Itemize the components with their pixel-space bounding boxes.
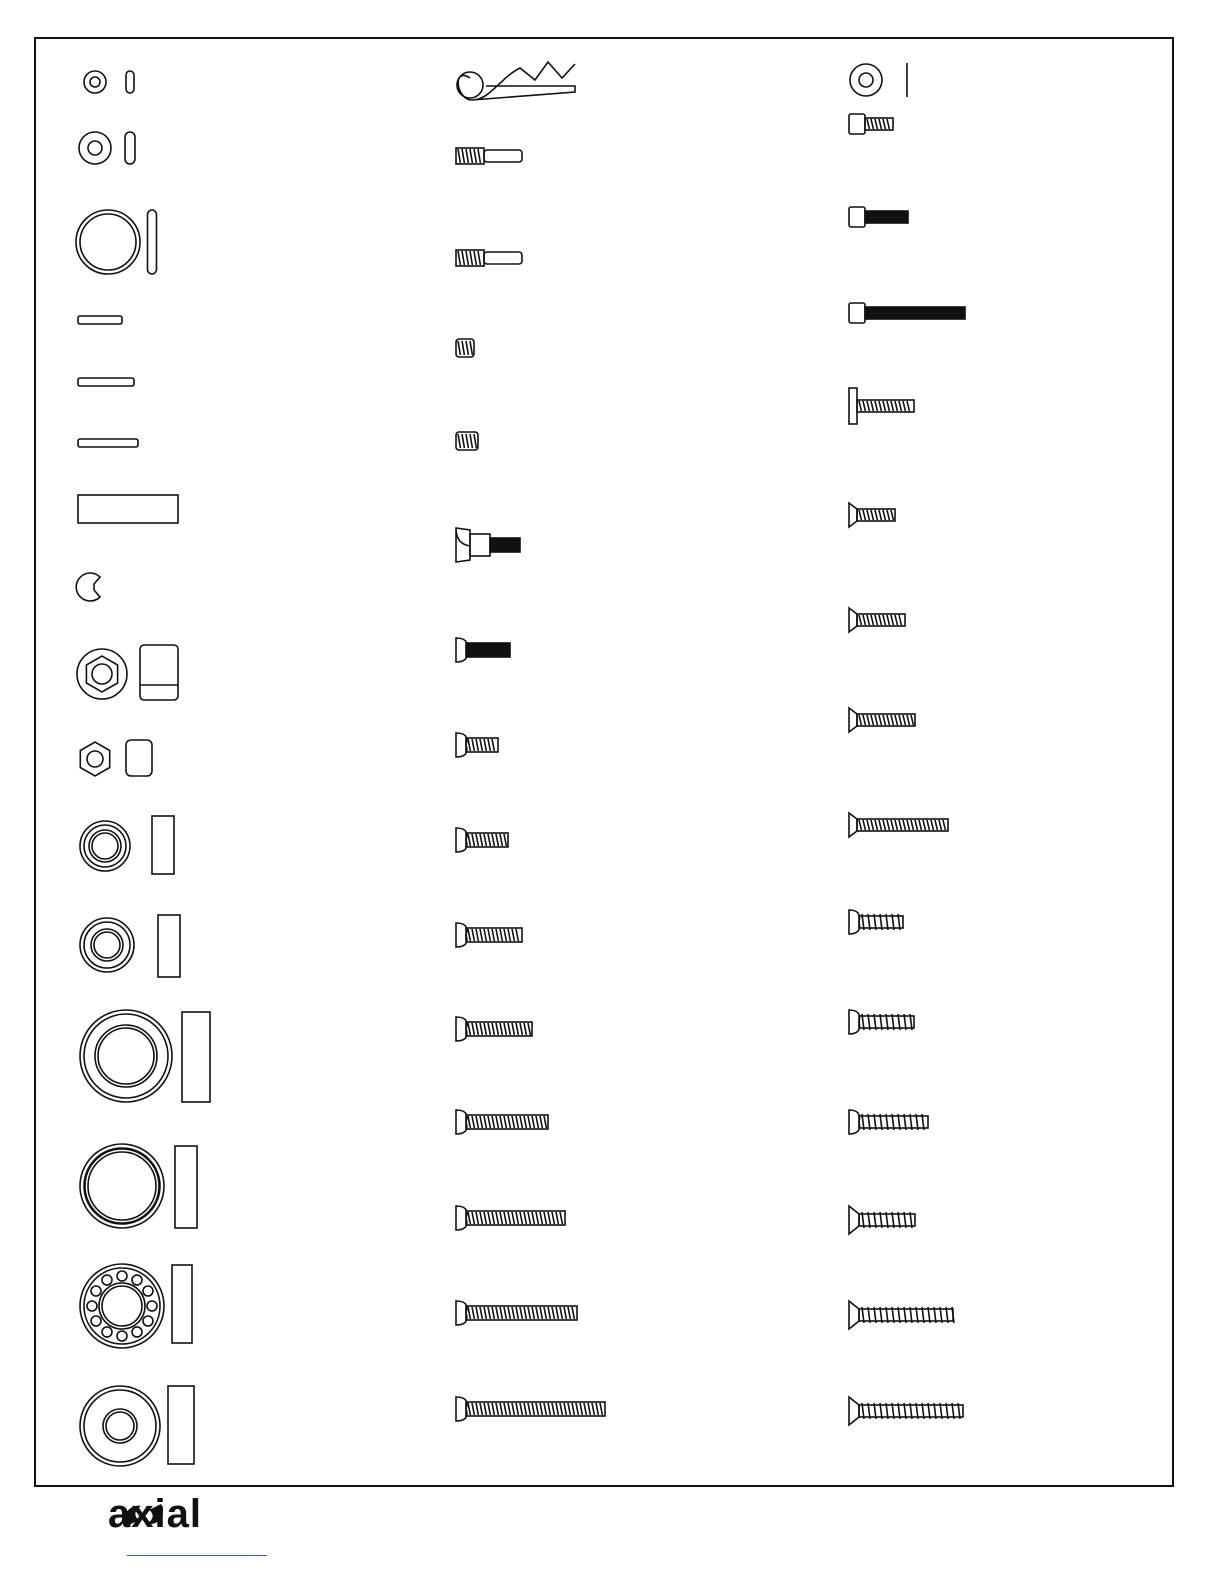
shoulder-screw xyxy=(456,250,522,266)
cap-head-screw-medium xyxy=(849,207,908,227)
button-head-screw-8 xyxy=(456,1397,605,1421)
button-head-screw-6 xyxy=(456,1206,565,1230)
ball-bearing-large xyxy=(80,1010,210,1102)
pin-long xyxy=(78,439,138,447)
brand-logo-text: axial xyxy=(108,1492,202,1536)
body-clip xyxy=(457,62,575,100)
flat-head-screw-4 xyxy=(849,813,948,837)
ball-bearing-xl xyxy=(80,1144,197,1228)
flat-head-screw-1 xyxy=(849,503,895,527)
flat-head-screw-wide xyxy=(849,388,914,424)
button-head-screw-7 xyxy=(456,1301,577,1325)
pin-short xyxy=(78,316,122,324)
button-head-screw-2 xyxy=(456,828,508,852)
self-tapping-button-1 xyxy=(849,910,903,934)
washer-thin xyxy=(850,63,907,97)
washer-medium xyxy=(79,132,135,164)
button-head-screw-black xyxy=(456,638,510,662)
flat-head-screw-2 xyxy=(849,608,905,632)
button-head-screw-4 xyxy=(456,1017,532,1041)
flange-nylon-locknut xyxy=(77,645,178,700)
button-head-screw-5 xyxy=(456,1110,548,1134)
self-tapping-button-3 xyxy=(849,1110,928,1134)
self-tapping-flat-1 xyxy=(849,1206,915,1234)
button-head-screw-3 xyxy=(456,923,522,947)
spacer-rect xyxy=(78,495,178,523)
nylon-locknut xyxy=(80,740,152,776)
ball-bearing-sealed xyxy=(80,1386,194,1466)
shoulder-button-head-screw xyxy=(456,528,520,562)
washer-small xyxy=(84,71,134,93)
washer-large xyxy=(76,210,157,274)
cap-head-screw-short xyxy=(849,114,893,134)
e-clip xyxy=(76,573,100,601)
footer-link-underline xyxy=(127,1555,267,1556)
flat-head-screw-3 xyxy=(849,708,915,732)
button-head-screw-1 xyxy=(456,733,498,757)
set-screw-medium xyxy=(456,432,478,450)
ball-bearing-small xyxy=(80,816,174,874)
self-tapping-flat-2 xyxy=(849,1301,954,1329)
ball-bearing-medium xyxy=(80,915,180,977)
cap-head-screw-long xyxy=(849,303,965,323)
ball-bearing-open xyxy=(80,1264,192,1348)
shoulder-screw-long xyxy=(456,148,522,164)
set-screw-small xyxy=(456,339,474,357)
pin-medium xyxy=(78,378,134,386)
self-tapping-button-2 xyxy=(849,1010,914,1034)
self-tapping-flat-3 xyxy=(849,1397,963,1425)
